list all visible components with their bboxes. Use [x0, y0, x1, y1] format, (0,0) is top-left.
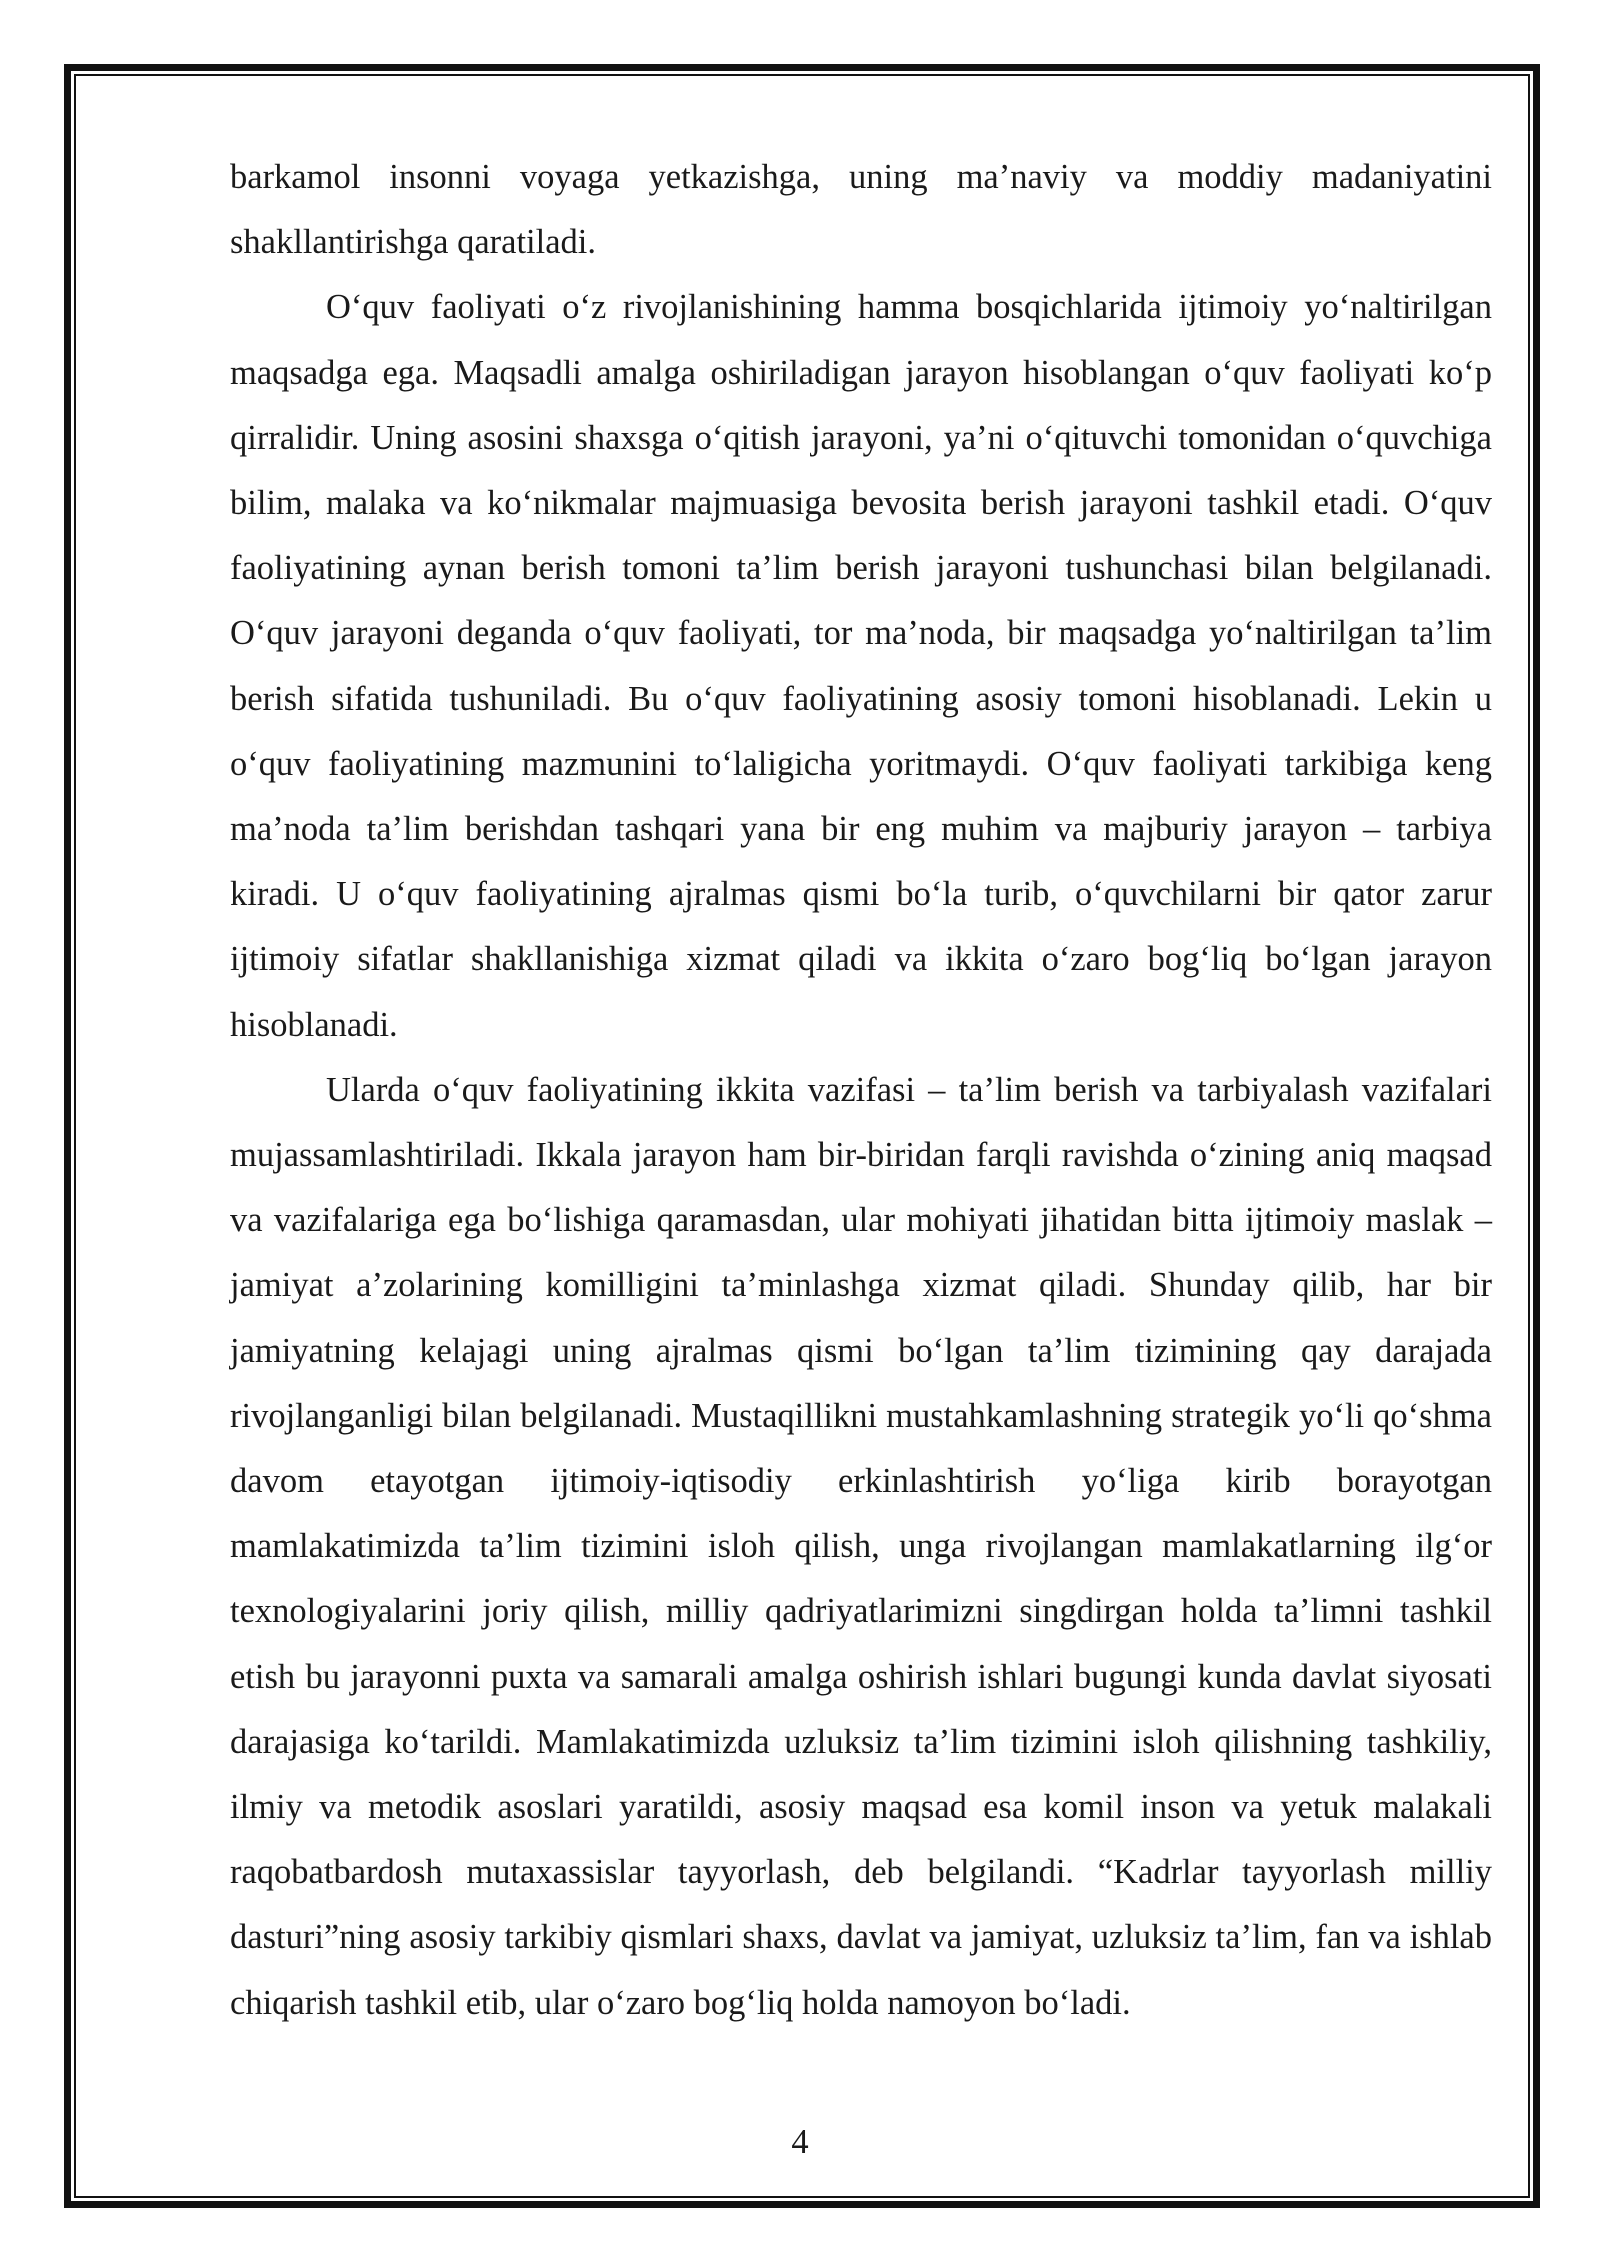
document-body: [230, 145, 1492, 2036]
paragraph-continuation: barkamol insonni voyaga yetkazishga, uning ma’naviy va moddiy madaniyatini shakllantirishga qaratiladi.: [230, 158, 1492, 262]
page-number: 4: [791, 2123, 809, 2161]
paragraph: Ularda o‘quv faoliyatining ikkita vazifasi – ta’lim berish va tarbiyalash vazifalari mujassamlashtiriladi. Ikkala jarayon ham bir-biridan farqli ravishda o‘zining aniq maqsad va vazifalariga ega bo‘lishiga qaramasdan, ular mohiyati jihatidan bitta ijtimoiy maslak – jamiyat a’zolarining komilligini ta’minlashga xizmat qiladi. Shunday qilib, har bir jamiyatning kelajagi uning ajralmas qismi bo‘lgan ta’lim tizimining qay darajada rivojlanganligi bilan belgilanadi. Mustaqillikni mustahkamlashning strategik yo‘li qo‘shma davom etayotgan ijtimoiy-iqtisodiy erkinlashtirish yo‘liga kirib borayotgan mamlakatimizda ta’lim tizimini isloh qilish, unga rivojlangan mamlakatlarning ilg‘or texnologiyalarini joriy qilish, milliy qadriyatlarimizni singdirgan holda ta’limni tashkil etish bu jarayonni puxta va samarali amalga oshirish ishlari bugungi kunda davlat siyosati darajasiga ko‘tarildi. Mamlakatimizda uzluksiz ta’lim tizimini isloh qilishning tashkiliy, ilmiy va metodik asoslari yaratildi, asosiy maqsad esa komil inson va yetuk malakali raqobatbardosh mutaxassislar tayyorlash, deb belgilandi. “Kadrlar tayyorlash milliy dasturi”ning asosiy tarkibiy qismlari shaxs, davlat va jamiyat, uzluksiz ta’lim, fan va ishlab chiqarish tashkil etib, ular o‘zaro bog‘liq holda namoyon bo‘ladi.: [230, 1070, 1492, 2022]
paragraph: O‘quv faoliyati o‘z rivojlanishining hamma bosqichlarida ijtimoiy yo‘naltirilgan maqsadga ega. Maqsadli amalga oshiriladigan jarayon hisoblangan o‘quv faoliyati ko‘p qirralidir. Uning asosini shaxsga o‘qitish jarayoni, ya’ni o‘qituvchi tomonidan o‘quvchiga bilim, malaka va ko‘nikmalar majmuasiga bevosita berish jarayoni tashkil etadi. O‘quv faoliyatining aynan berish tomoni ta’lim berish jarayoni tushunchasi bilan belgilanadi. O‘quv jarayoni deganda o‘quv faoliyati, tor ma’noda, bir maqsadga yo‘naltirilgan ta’lim berish sifatida tushuniladi. Bu o‘quv faoliyatining asosiy tomoni hisoblanadi. Lekin u o‘quv faoliyatining mazmunini to‘laligicha yoritmaydi. O‘quv faoliyati tarkibiga keng ma’noda ta’lim berishdan tashqari yana bir eng muhim va majburiy jarayon – tarbiya kiradi. U o‘quv faoliyatining ajralmas qismi bo‘la turib, o‘quvchilarni bir qator zarur ijtimoiy sifatlar shakllanishiga xizmat qiladi va ikkita o‘zaro bog‘liq bo‘lgan jarayon hisoblanadi.: [230, 288, 1492, 1044]
